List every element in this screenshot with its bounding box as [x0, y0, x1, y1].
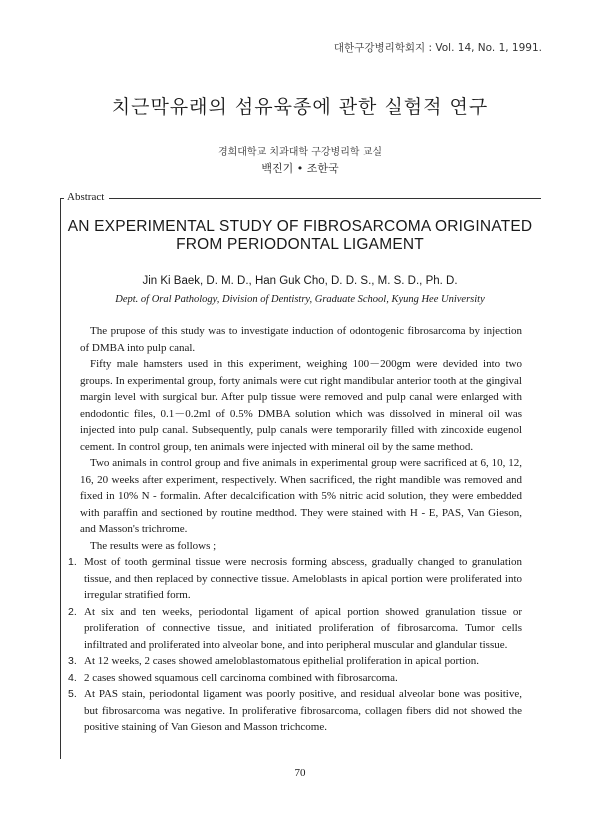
result-item: [68, 604, 522, 654]
english-authors: Jin Ki Baek, D. M. D., Han Guk Cho, D. D. S., M. S. D., Ph. D.: [142, 275, 458, 287]
department: Dept. of Oral Pathology, Division of Dentistry, Graduate School, Kyung Hee University: [115, 294, 485, 305]
result-text: At PAS stain, periodontal ligament was poorly positive, and residual alveolar bone was positive, but fibrosarcoma was negative. In proliferative fibrosarcoma, collagen fibers did not showed the positive staining of Van Gieson and Masson trichcome.: [84, 688, 522, 733]
abstract-paragraph: Two animals in control group and five animals in experimental group were sacrificed at 6, 10, 12, 16, 20 weeks after experiment, respectively. When sacrificed, the right mandible was removed and fixed in 10% N - formalin. After decalcification with 5% nitric acid solution, they were embedded with paraffin and sectioned by routine medthod. They were stained with H - E, PAS, Van Gieson, and Masson's trichrome.: [80, 457, 522, 535]
abstract-paragraph: The prupose of this study was to investigate induction of odontogenic fibrosarcoma by injection of DMBA into pulp canal.: [80, 325, 522, 354]
abstract-body: [68, 323, 522, 736]
result-text: Most of tooth germinal tissue were necrosis forming abscess, gradually changed to granulation tissue, and then replaced by connective tissue. Ameloblasts in apical portion were proliferated into irregular stratified form.: [84, 556, 522, 601]
result-number: 3.: [68, 655, 77, 667]
result-item: [68, 653, 522, 670]
result-number: 5.: [68, 688, 77, 700]
page-number: 70: [294, 767, 306, 779]
korean-authors: 백진기 • 조한국: [261, 162, 339, 175]
english-title: AN EXPERIMENTAL STUDY OF FIBROSARCOMA ORIGINATED FROM PERIODONTAL LIGAMENT: [67, 218, 533, 253]
abstract-paragraph: The results were as follows ;: [90, 539, 217, 552]
korean-affiliation: 경희대학교 치과대학 구강병리학 교실: [217, 147, 383, 158]
abstract-paragraph: Fifty male hamsters used in this experiment, weighing 100－200gm were devided into two groups. In experimental group, forty animals were cut right mandibular anterior tooth at the gingival margin level with surgical bur. After pulp tissue were removed and pulp canal were enlarged with endodontic files, 0.1－0.2ml of 0.5% DMBA solution which was dissolved in mineral oil was injected into pulp canal. Subsequently, pulp canals were temporarily filled with zincoxide eugenol cement. In control group, ten animals were injected with mineral oil by the same method.: [80, 358, 522, 453]
result-number: 1.: [68, 556, 77, 568]
korean-title: 치근막유래의 섬유육종에 관한 실험적 연구: [111, 96, 489, 118]
results-list: [68, 554, 522, 736]
result-number: 2.: [68, 605, 77, 618]
result-text: 2 cases showed squamous cell carcinoma combined with fibrosarcoma.: [84, 671, 398, 684]
result-text: At six and ten weeks, periodontal ligament of apical portion showed granulation tissue or proliferation of connective tissue, and initiated proliferation of fibrosarcoma. Tumor cells infiltrated and proliferated into alveolar bone, and into peripheral muscular and glandular tissue.: [84, 605, 522, 651]
journal-citation: 대한구강병리학회지 : Vol. 14, No. 1, 1991.: [333, 42, 542, 54]
result-item: [68, 554, 522, 604]
abstract-label: Abstract: [64, 191, 109, 203]
result-item: [68, 670, 522, 687]
result-text: At 12 weeks, 2 cases showed ameloblastomatous epithelial proliferation in apical portion.: [84, 655, 479, 667]
result-item: [68, 686, 522, 736]
result-number: 4.: [68, 671, 77, 684]
